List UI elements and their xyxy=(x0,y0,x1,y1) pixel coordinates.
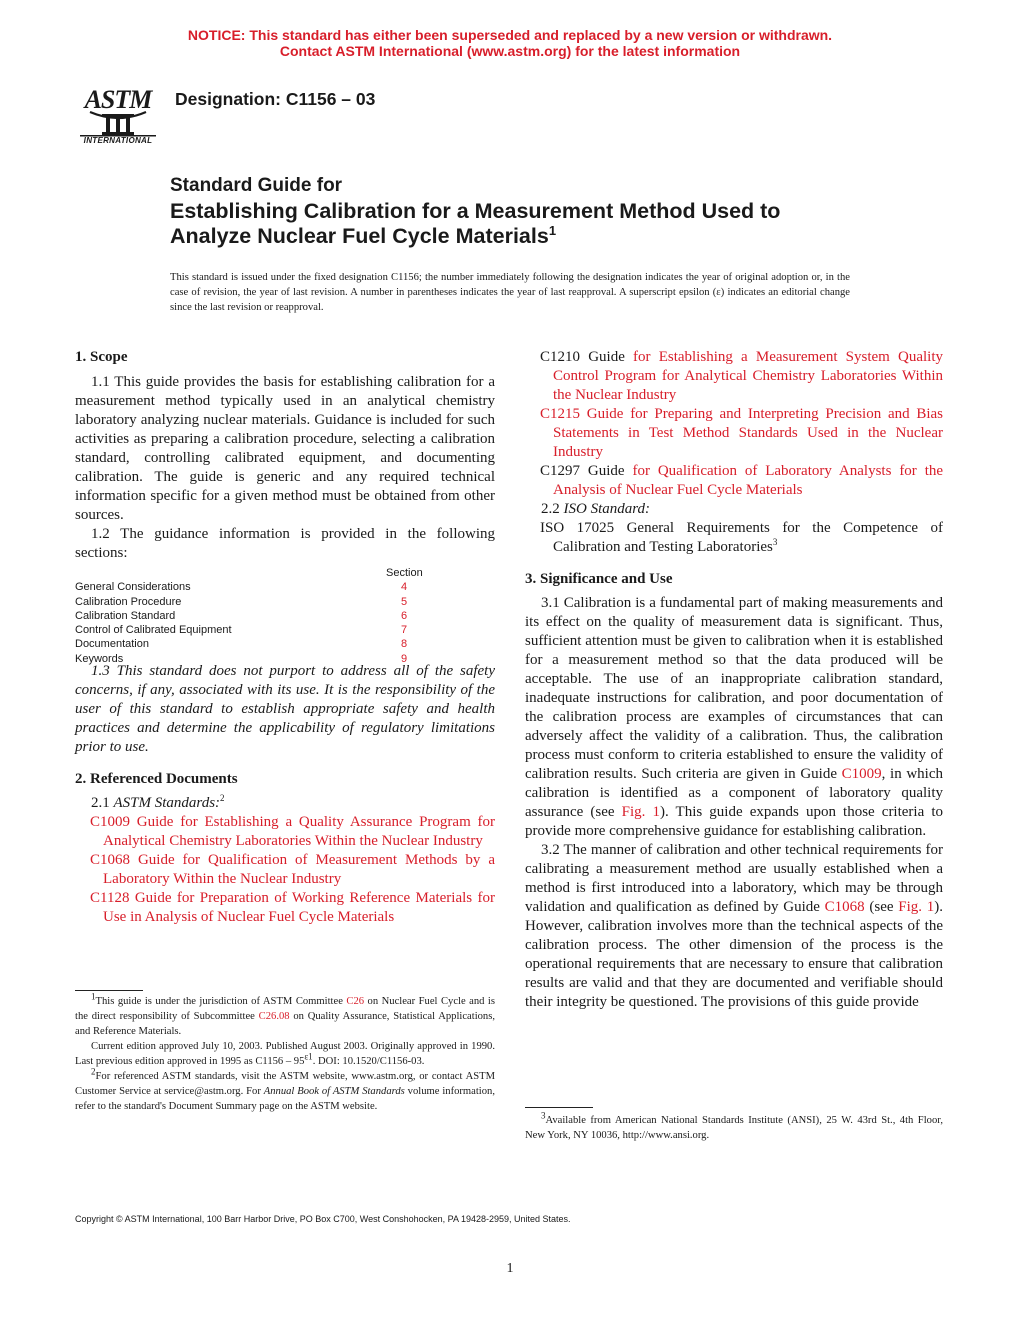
toc-link[interactable]: 4 xyxy=(401,581,408,594)
footnote-1-part-c: on Quality Assurance, Statistical Applications, and Reference Materials. xyxy=(75,1011,495,1037)
reference-link[interactable]: C1068 xyxy=(90,852,131,868)
para-2-1 xyxy=(75,794,495,813)
reference-link[interactable]: C1009 xyxy=(90,814,131,830)
footnote-2-italic: Annual Book of ASTM Standards xyxy=(263,1086,405,1097)
significance-heading: 3. Significance and Use xyxy=(525,571,673,587)
para-1-1: 1.1 This guide provides the basis for establishing calibration for a measurement method typically used in an analytical chemistry laboratory analyzing nuclear materials. Guidance is included for such activities as preparing a calibration procedure, selecting a calibration standard, controlling calibrated equipment, and documenting calibration. The guide is generic and any required technical information specific for a given method must be obtained from other sources. xyxy=(75,374,495,523)
footnote-divider-left xyxy=(75,990,143,991)
reference-code: C1297 xyxy=(540,463,581,479)
left-column xyxy=(75,348,495,927)
footnote-2 xyxy=(75,1066,495,1114)
toc-label: Keywords xyxy=(75,652,124,665)
fig-1-link[interactable]: Fig. 1 xyxy=(898,899,935,915)
toc-row xyxy=(75,609,495,623)
reference-lead-link[interactable]: Guide xyxy=(586,406,624,422)
right-footnotes xyxy=(525,1110,943,1143)
astm-reference-list-continued xyxy=(525,348,943,500)
reference-item xyxy=(90,851,495,889)
para-3-2-part-c: ). However, calibration involves more than the technical aspects of the calibration process. The other dimension of the process is the operational requirements that are necessary to ensure that calibration results are valid and that they are documented and verifiable should their integrity be questioned. The provisions of this guide provide xyxy=(525,899,943,1010)
right-column xyxy=(525,348,943,1012)
footnote-1 xyxy=(75,991,496,1039)
toc-link[interactable]: 8 xyxy=(401,638,408,651)
footnote-3 xyxy=(525,1110,943,1143)
footnote-1-edition xyxy=(75,1039,495,1069)
para-3-2-part-a: 3.2 The manner of calibration and other technical requirements for calibrating a measurement method are usually established when a method is first introduced into a laboratory, which may be through validation and qualification as defined by Guide xyxy=(525,842,943,915)
notice-line-2: Contact ASTM International (www.astm.org) for the latest information xyxy=(279,43,741,59)
para-2-1-number: 2.1 xyxy=(91,795,110,811)
footnote-3-text: Available from American National Standards Institute (ANSI), 25 W. 43rd St., 4th Floor, New York, NY 10036, http://www.ansi.org. xyxy=(525,1115,943,1141)
para-1-3: 1.3 This standard does not purport to address all of the safety concerns, if any, associated with its use. It is the responsibility of the user of this standard to establish appropriate safety and health practices and determine the applicability of regulatory limitations prior to use. xyxy=(75,663,495,755)
toc-link[interactable]: 7 xyxy=(401,624,408,637)
toc-row xyxy=(75,595,495,609)
left-footnotes xyxy=(75,991,496,1114)
toc-label: Documentation xyxy=(75,638,149,651)
reference-title-link[interactable]: Guide for Preparation of Working Reference Materials for Use in Analysis of Nuclear Fuel Cycle Materials xyxy=(103,890,495,925)
para-3-1 xyxy=(525,594,943,841)
para-3-1-part-b: , in which calibration is identified as a component of laboratory quality assurance (see xyxy=(525,766,944,820)
section-table xyxy=(75,566,495,666)
notice-line-1: NOTICE: This standard has either been superseded and replaced by a new version or withdrawn. xyxy=(187,27,833,43)
toc-row xyxy=(75,637,495,651)
reference-lead: Guide xyxy=(587,463,625,479)
section-column-header: Section xyxy=(386,567,423,579)
guide-c1009-link[interactable]: C1009 xyxy=(841,766,882,782)
footnote-1-part-a: This guide is under the jurisdiction of ASTM Committee xyxy=(95,996,347,1007)
committee-c26-link[interactable]: C26 xyxy=(346,996,365,1007)
title-line-3-text: Analyze Nuclear Fuel Cycle Materials xyxy=(170,224,549,248)
reference-item xyxy=(540,405,943,462)
reference-title-link[interactable]: Guide for Establishing a Quality Assurance Program for Analytical Chemistry Laboratories Within the Nuclear Industry xyxy=(103,814,495,849)
footnote-2-mark: 2 xyxy=(91,1066,96,1077)
referenced-documents-heading: 2. Referenced Documents xyxy=(75,771,238,787)
toc-row xyxy=(75,623,495,637)
copyright: Copyright © ASTM International, 100 Barr Harbor Drive, PO Box C700, West Conshohocken, PA 19428-2959, United States. xyxy=(75,1214,571,1224)
designation: Designation: C1156 – 03 xyxy=(175,89,376,109)
para-2-2-text: ISO Standard: xyxy=(563,501,651,517)
toc-link[interactable]: 9 xyxy=(401,652,408,665)
para-3-1-part-c: ). This guide expands upon those criteria to provide more comprehensive guidance for establishing calibration. xyxy=(525,804,944,839)
guide-c1068-link[interactable]: C1068 xyxy=(824,899,865,915)
footnote-2-part-b: volume information, refer to the standard's Document Summary page on the ASTM website. xyxy=(75,1086,495,1112)
toc-label: Control of Calibrated Equipment xyxy=(75,624,232,637)
title-footnote-mark: 1 xyxy=(548,222,557,238)
reference-title-link[interactable]: for Establishing a Measurement System Quality Control Program for Analytical Chemistry Laboratories Within the Nuclear Industry xyxy=(553,349,943,403)
toc-label: Calibration Standard xyxy=(75,609,176,622)
iso-reference-text: ISO 17025 General Requirements for the Competence of Calibration and Testing Laboratories xyxy=(540,520,943,555)
para-3-2 xyxy=(525,841,943,1012)
reference-item xyxy=(90,813,495,851)
reference-link[interactable]: C1215 xyxy=(540,406,581,422)
title-line-1: Standard Guide for xyxy=(170,175,343,196)
para-2-2 xyxy=(525,500,943,519)
footnote-1-doi: . DOI: 10.1520/C1156-03. xyxy=(312,1056,425,1067)
toc-label: Calibration Procedure xyxy=(75,595,182,608)
logo-letters: ASTM xyxy=(84,85,152,114)
footnote-1-mark: 1 xyxy=(91,991,96,1002)
title-line-2: Establishing Calibration for a Measurement Method Used to xyxy=(170,199,781,223)
reference-code: C1210 xyxy=(540,349,581,365)
logo-caption: INTERNATIONAL xyxy=(83,136,153,145)
standard-note: This standard is issued under the fixed designation C1156; the number immediately following the designation indicates the year of original adoption or, in the case of revision, the year of last revision. A number in parentheses indicates the year of last reapproval. A superscript epsilon (ε) indicates an editorial change since the last revision or reapproval. xyxy=(170,272,850,313)
reference-title-link[interactable]: Guide for Qualification of Measurement Methods by a Laboratory Within the Nuclear Industry xyxy=(103,852,496,887)
para-2-2-number: 2.2 xyxy=(541,501,560,517)
toc-row xyxy=(75,580,495,594)
epsilon-mark: ε1 xyxy=(304,1051,313,1062)
astm-logo xyxy=(76,72,160,150)
reference-title-link[interactable]: for Preparing and Interpreting Precision and Bias Statements in Test Method Standards Used in the Nuclear Industry xyxy=(553,406,944,460)
scope-heading: 1. Scope xyxy=(75,349,128,365)
reference-item xyxy=(540,462,943,500)
para-2-1-sup: 2 xyxy=(220,793,225,803)
footnote-2-part-a: For referenced ASTM standards, visit the ASTM website, www.astm.org, or contact ASTM Customer Service at service@astm.org. For xyxy=(75,1071,495,1097)
fig-1-link[interactable]: Fig. 1 xyxy=(621,804,660,820)
footnote-3-mark: 3 xyxy=(541,1110,546,1121)
footnote-divider-right xyxy=(525,1107,593,1108)
page-number: 1 xyxy=(506,1261,514,1276)
section-list xyxy=(75,580,495,666)
para-2-1-text: ASTM Standards: xyxy=(113,795,221,811)
reference-lead: Guide xyxy=(588,349,625,365)
subcommittee-c2608-link[interactable]: C26.08 xyxy=(258,1011,290,1022)
toc-link[interactable]: 6 xyxy=(401,609,408,622)
reference-link[interactable]: C1128 xyxy=(90,890,130,906)
para-3-1-part-a: 3.1 Calibration is a fundamental part of making measurements and its effect on the quality of measurement data is significant. Thus, sufficient attention must be given to calibration when it is established for a measurement method so that the data produced will be acceptable. The use of an inappropriate calibration standard, inadequate instructions for calibration, and poor documentation of the calibration process are examples of circumstances that can adversely affect the validity of a calibration. Thus, the calibration process must conform to criteria established to ensure the validity of calibration results. Such criteria are given in Guide xyxy=(525,595,943,782)
reference-title-link[interactable]: for Qualification of Laboratory Analysts for the Analysis of Nuclear Fuel Cycle Materials xyxy=(553,463,944,498)
title-line-3 xyxy=(170,224,556,249)
iso-reference-sup: 3 xyxy=(772,537,778,547)
reference-item xyxy=(90,889,495,927)
toc-row xyxy=(75,652,495,666)
iso-reference-item xyxy=(540,519,943,557)
reference-item xyxy=(540,348,943,405)
footnote-1-part-b: on Nuclear Fuel Cycle and is the direct responsibility of Subcommittee xyxy=(75,996,496,1022)
astm-reference-list xyxy=(75,813,495,927)
footnote-1-edition-text: Current edition approved July 10, 2003. Published August 2003. Originally approved in 1990. Last previous edition approved in 1995 as C1156 – 95 xyxy=(75,1041,495,1067)
para-3-2-part-b: (see xyxy=(864,899,899,915)
iso-reference-list xyxy=(525,519,943,557)
para-1-2: 1.2 The guidance information is provided in the following sections: xyxy=(75,526,495,561)
toc-label: General Considerations xyxy=(75,581,191,594)
toc-link[interactable]: 5 xyxy=(401,595,408,608)
